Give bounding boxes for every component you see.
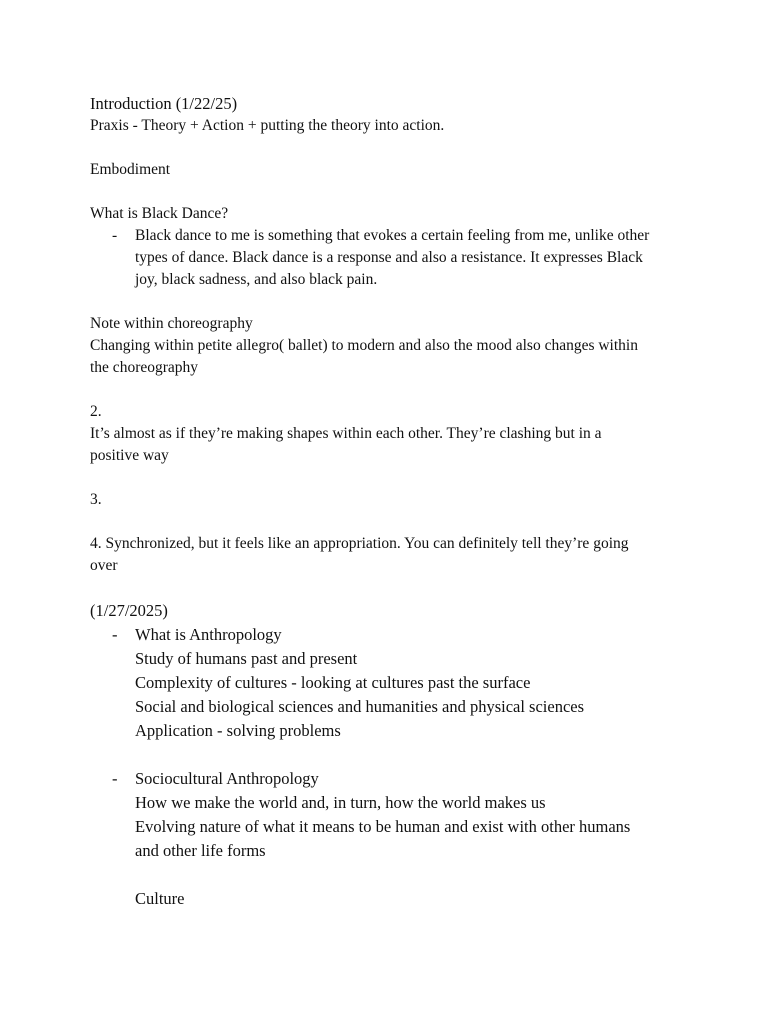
anthropology-line: Application - solving problems [135, 721, 341, 740]
anthropology-bullet: What is Anthropology [135, 625, 282, 644]
embodiment-line: Embodiment [90, 161, 171, 178]
answer-line: types of dance. Black dance is a response and also a resistance. It expresses Black [135, 249, 643, 266]
spacer [90, 181, 690, 203]
sociocultural-line: and other life forms [135, 841, 266, 860]
note-heading: Note within choreography [90, 315, 253, 332]
spacer [90, 467, 690, 489]
spacer [90, 137, 690, 159]
spacer [90, 291, 690, 313]
black-dance-answer [90, 225, 690, 291]
anthropology-section [90, 623, 690, 743]
sociocultural-line: How we make the world and, in turn, how the world makes us [135, 793, 546, 812]
notes-body [90, 93, 690, 911]
answer-line: Black dance to me is something that evokes a certain feeling from me, unlike other [135, 227, 650, 244]
spacer [90, 379, 690, 401]
note-line: Changing within petite allegro( ballet) to modern and also the mood also changes within [90, 337, 638, 354]
bullet-dash: - [112, 625, 118, 644]
anthropology-line: Social and biological sciences and humanities and physical sciences [135, 697, 585, 716]
praxis-line: Praxis - Theory + Action + putting the theory into action. [90, 117, 445, 134]
spacer [90, 743, 690, 767]
sociocultural-section [90, 767, 690, 911]
spacer [90, 511, 690, 533]
bullet-dash: - [112, 769, 118, 788]
anthropology-line: Study of humans past and present [135, 649, 358, 668]
answer-line: joy, black sadness, and also black pain. [135, 271, 378, 288]
date-heading: (1/27/2025) [90, 601, 168, 620]
item-4-line: over [90, 557, 118, 574]
culture-line: Culture [135, 889, 185, 908]
intro-heading: Introduction (1/22/25) [90, 94, 238, 113]
item-2-line: It’s almost as if they’re making shapes within each other. They’re clashing but in a [90, 425, 602, 442]
bullet-dash: - [112, 227, 118, 244]
item-2-number: 2. [90, 403, 102, 420]
note-line: the choreography [90, 359, 199, 376]
sociocultural-line: Evolving nature of what it means to be human and exist with other humans [135, 817, 631, 836]
item-4-line: 4. Synchronized, but it feels like an appropriation. You can definitely tell they’re going [90, 535, 629, 552]
spacer [135, 863, 690, 887]
anthropology-line: Complexity of cultures - looking at cultures past the surface [135, 673, 531, 692]
item-2-line: positive way [90, 447, 169, 464]
item-3-number: 3. [90, 491, 102, 508]
black-dance-question: What is Black Dance? [90, 205, 229, 222]
sociocultural-bullet: Sociocultural Anthropology [135, 769, 319, 788]
spacer [90, 577, 690, 599]
